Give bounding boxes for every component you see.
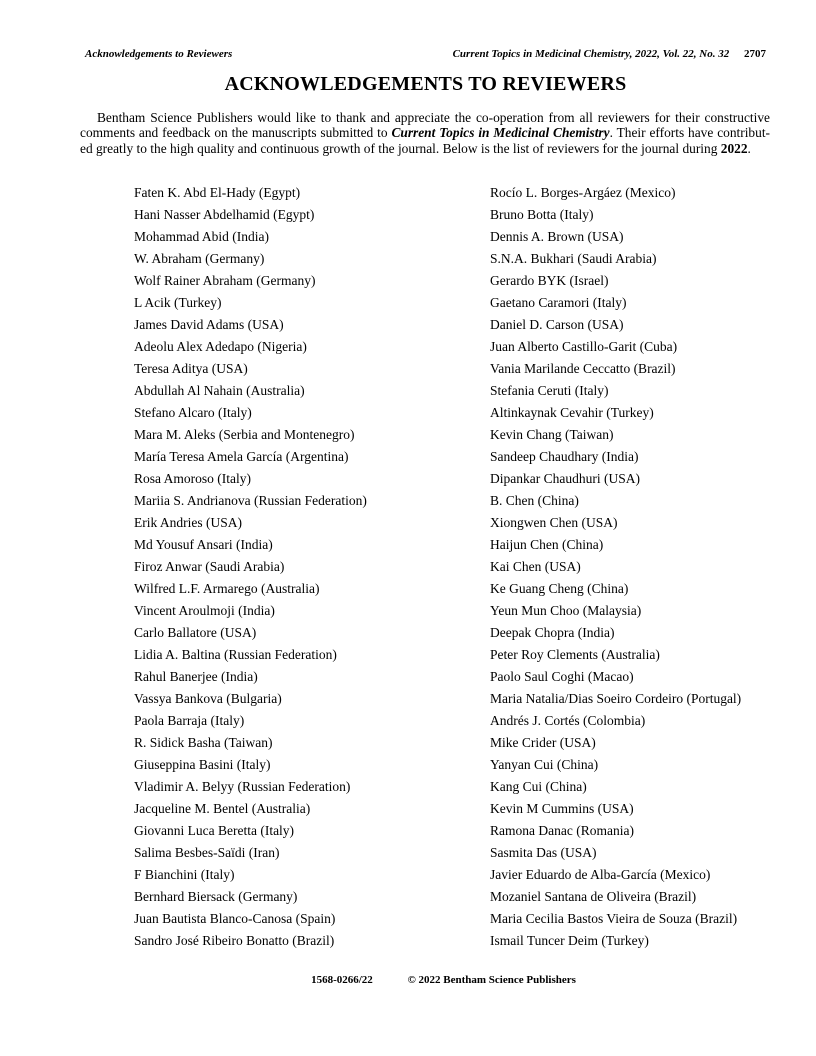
reviewer-name: Erik Andries (USA) (134, 515, 242, 530)
intro-text-segment: . Their efforts have contribut- (609, 125, 771, 141)
reviewer-name: Stefania Ceruti (Italy) (490, 383, 609, 398)
reviewer-name: Mike Crider (USA) (490, 735, 596, 750)
reviewer-name: Giuseppina Basini (Italy) (134, 757, 271, 772)
reviewer-name: Rosa Amoroso (Italy) (134, 471, 251, 486)
reviewer-name: Kevin Chang (Taiwan) (490, 427, 614, 442)
reviewer-name: Deepak Chopra (India) (490, 625, 615, 640)
running-head-journal-info (453, 48, 766, 60)
reviewer-name: Vassya Bankova (Bulgaria) (134, 691, 282, 706)
reviewer-name: Javier Eduardo de Alba-García (Mexico) (490, 867, 711, 882)
reviewer-name: Vladimir A. Belyy (Russian Federation) (134, 779, 351, 794)
reviewer-name: Maria Cecilia Bastos Vieira de Souza (Brazil) (490, 911, 738, 926)
reviewer-name: Andrés J. Cortés (Colombia) (490, 713, 646, 728)
intro-paragraph (80, 110, 770, 156)
reviewer-column-right (490, 182, 741, 952)
intro-text-segment: comments and feedback on the manuscripts submitted to (80, 125, 392, 141)
intro-text-segment: Current Topics in Medicinal Chemistry (391, 125, 610, 141)
reviewer-name: Juan Alberto Castillo-Garit (Cuba) (490, 339, 678, 354)
reviewer-name: Rahul Banerjee (India) (134, 669, 258, 684)
reviewer-name: Dipankar Chaudhuri (USA) (490, 471, 640, 486)
reviewer-name: Haijun Chen (China) (490, 537, 604, 552)
reviewer-name: Vania Marilande Ceccatto (Brazil) (490, 361, 676, 376)
reviewer-name: Bernhard Biersack (Germany) (134, 889, 298, 904)
reviewer-name: Wilfred L.F. Armarego (Australia) (134, 581, 320, 596)
reviewer-name: Kai Chen (USA) (490, 559, 581, 574)
intro-line (80, 110, 770, 125)
running-head (85, 48, 766, 60)
reviewer-name: Yanyan Cui (China) (490, 757, 599, 772)
reviewer-name: Mara M. Aleks (Serbia and Montenegro) (134, 427, 355, 442)
reviewer-name: Maria Natalia/Dias Soeiro Cordeiro (Portugal) (490, 691, 742, 706)
footer (85, 974, 766, 986)
reviewer-name: Ismail Tuncer Deim (Turkey) (490, 933, 649, 948)
intro-text-segment: . (747, 140, 751, 156)
reviewer-name: Paola Barraja (Italy) (134, 713, 245, 728)
reviewer-name: Sasmita Das (USA) (490, 845, 597, 860)
intro-text-segment: Bentham Science Publishers would like to thank and appreciate the co-operation from all reviewers for their constructive (97, 110, 770, 125)
reviewer-name: Adeolu Alex Adedapo (Nigeria) (134, 339, 307, 354)
running-head-journal: Current Topics in Medicinal Chemistry, 2022, Vol. 22, No. 32 (452, 48, 730, 60)
reviewer-name: Mariia S. Andrianova (Russian Federation) (134, 493, 367, 508)
reviewer-name: S.N.A. Bukhari (Saudi Arabia) (490, 251, 657, 266)
reviewer-name: Lidia A. Baltina (Russian Federation) (134, 647, 337, 662)
reviewer-name: F Bianchini (Italy) (134, 867, 235, 882)
reviewer-name: Ke Guang Cheng (China) (490, 581, 629, 596)
reviewer-name: Vincent Aroulmoji (India) (134, 603, 275, 618)
reviewer-name: James David Adams (USA) (134, 317, 284, 332)
reviewer-name: Gaetano Caramori (Italy) (490, 295, 627, 310)
reviewer-name: Salima Besbes-Saïdi (Iran) (134, 845, 280, 860)
footer-copyright: © 2022 Bentham Science Publishers (407, 974, 576, 986)
reviewer-name: Giovanni Luca Beretta (Italy) (134, 823, 295, 838)
reviewer-name: Daniel D. Carson (USA) (490, 317, 624, 332)
reviewer-name: Abdullah Al Nahain (Australia) (134, 383, 305, 398)
reviewer-name: Faten K. Abd El-Hady (Egypt) (134, 185, 301, 200)
intro-text-segment: ed greatly to the high quality and continuous growth of the journal. Below is the list of reviewers for the journal during (80, 140, 721, 156)
reviewer-name: Sandeep Chaudhary (India) (490, 449, 639, 464)
intro-text-segment: 2022 (720, 140, 748, 156)
running-head-section: Acknowledgements to Reviewers (85, 48, 233, 60)
page-number: 2707 (744, 48, 766, 60)
intro-line (80, 141, 770, 156)
reviewer-name: Firoz Anwar (Saudi Arabia) (134, 559, 285, 574)
page-title: ACKNOWLEDGEMENTS TO REVIEWERS (224, 73, 627, 95)
footer-issn: 1568-0266/22 (311, 974, 373, 986)
reviewer-name: Sandro José Ribeiro Bonatto (Brazil) (134, 933, 335, 948)
reviewer-name: Rocío L. Borges-Argáez (Mexico) (490, 185, 676, 200)
reviewer-name: Peter Roy Clements (Australia) (490, 647, 660, 662)
reviewer-name: Mohammad Abid (India) (134, 229, 269, 244)
reviewer-name: Ramona Danac (Romania) (490, 823, 634, 838)
reviewer-name: Mozaniel Santana de Oliveira (Brazil) (490, 889, 697, 904)
reviewer-name: Stefano Alcaro (Italy) (134, 405, 252, 420)
reviewer-name: Bruno Botta (Italy) (490, 207, 594, 222)
reviewer-name: R. Sidick Basha (Taiwan) (134, 735, 273, 750)
reviewer-name: Dennis A. Brown (USA) (490, 229, 624, 244)
reviewer-name: B. Chen (China) (490, 493, 579, 508)
reviewer-name: María Teresa Amela García (Argentina) (134, 449, 349, 464)
reviewer-name: Carlo Ballatore (USA) (134, 625, 257, 640)
intro-line (80, 125, 770, 140)
reviewer-name: Teresa Aditya (USA) (134, 361, 248, 376)
reviewer-name: L Acik (Turkey) (134, 295, 222, 310)
reviewer-name: Hani Nasser Abdelhamid (Egypt) (134, 207, 315, 222)
reviewer-column-left (134, 182, 367, 952)
reviewer-name: Xiongwen Chen (USA) (490, 515, 618, 530)
reviewer-name: Altinkaynak Cevahir (Turkey) (490, 405, 654, 420)
reviewer-name: Jacqueline M. Bentel (Australia) (134, 801, 311, 816)
reviewer-name: Juan Bautista Blanco-Canosa (Spain) (134, 911, 336, 926)
reviewer-name: Md Yousuf Ansari (India) (134, 537, 273, 552)
reviewer-name: Kang Cui (China) (490, 779, 587, 794)
reviewer-name: Wolf Rainer Abraham (Germany) (134, 273, 316, 288)
reviewer-name: Gerardo BYK (Israel) (490, 273, 609, 288)
reviewer-name: Yeun Mun Choo (Malaysia) (490, 603, 642, 618)
reviewer-name: Kevin M Cummins (USA) (490, 801, 634, 816)
reviewer-name: Paolo Saul Coghi (Macao) (490, 669, 634, 684)
reviewer-name: W. Abraham (Germany) (134, 251, 265, 266)
